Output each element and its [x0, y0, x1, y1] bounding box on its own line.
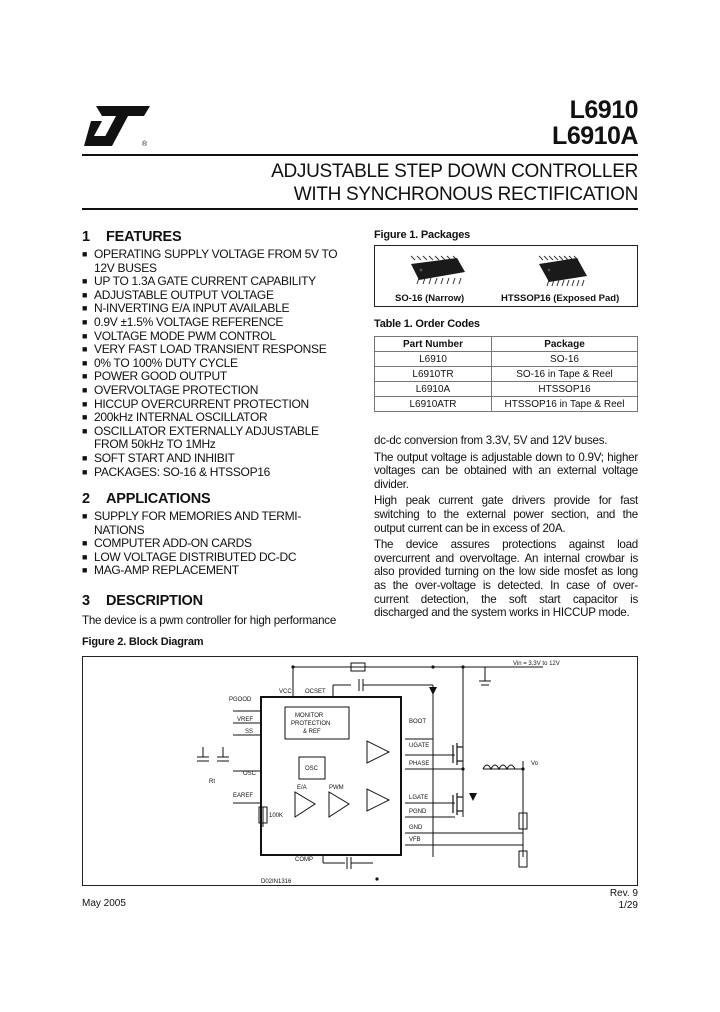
so16-label: SO-16 (Narrow): [395, 293, 465, 304]
low-side-mosfet: [453, 793, 463, 815]
application-item: ■ COMPUTER ADD-ON CARDS: [82, 537, 350, 551]
table-row: [375, 352, 638, 367]
pin-pgnd: PGND: [409, 809, 427, 815]
table-header-part: Part Number: [375, 337, 492, 352]
part-number-primary: L6910: [569, 96, 638, 124]
packages-figure: [374, 245, 638, 307]
features-list: [82, 248, 350, 479]
application-item: ■ SUPPLY FOR MEMORIES AND TERMI-NATIONS: [82, 510, 350, 537]
features-title: FEATURES: [106, 229, 182, 245]
table-cell: SO-16: [492, 352, 638, 367]
description-paragraph: dc-dc conversion from 3.3V, 5V and 12V buses.: [374, 434, 608, 447]
description-continued: [374, 434, 638, 623]
feature-item: ■ ADJUSTABLE OUTPUT VOLTAGE: [82, 289, 350, 303]
block-diagram: [82, 656, 638, 886]
feature-item: ■ VOLTAGE MODE PWM CONTROL: [82, 330, 350, 344]
application-item: ■ MAG-AMP REPLACEMENT: [82, 564, 350, 578]
feature-item: ■ N-INVERTING E/A INPUT AVAILABLE: [82, 302, 350, 316]
header-rule: [82, 154, 638, 156]
feature-item: ■ POWER GOOD OUTPUT: [82, 370, 350, 384]
pin-lgate: LGATE: [409, 795, 429, 801]
pin-earef: EAREF: [233, 793, 254, 799]
pwm-label: PWM: [329, 785, 344, 791]
feature-item: ■ OPERATING SUPPLY VOLTAGE FROM 5V TO 12V BUSES: [82, 248, 350, 275]
schottky-diode: [469, 793, 477, 801]
osc-block-label: OSC: [305, 766, 319, 772]
so16-package-icon: [405, 252, 469, 288]
pin-pgood: PGOOD: [229, 697, 252, 703]
pwm-comparator: [329, 792, 349, 817]
monitor-label-1: MONITOR: [295, 713, 324, 719]
applications-heading: [82, 491, 210, 507]
output-inductor: [483, 765, 515, 769]
pin-vref: VREF: [237, 717, 254, 723]
table-header-package: Package: [492, 337, 638, 352]
feature-item: ■ OVERVOLTAGE PROTECTION: [82, 384, 350, 398]
feature-item: ■ UP TO 1.3A GATE CURRENT CAPABILITY: [82, 275, 350, 289]
table-cell: L6910ATR: [375, 397, 492, 412]
feature-item: ■ SOFT START AND INHIBIT: [82, 452, 350, 466]
block-diagram-drawing: [83, 657, 637, 885]
table-cell: SO-16 in Tape & Reel: [492, 367, 638, 382]
table-cell: L6910A: [375, 382, 492, 397]
pin-comp: COMP: [295, 857, 313, 863]
svg-text:®: ®: [142, 141, 148, 148]
pin-phase: PHASE: [409, 761, 430, 767]
feature-item: ■ 0% TO 100% DUTY CYCLE: [82, 357, 350, 371]
applications-list: [82, 510, 350, 578]
figure2-caption: Figure 2. Block Diagram: [82, 636, 204, 648]
pin-ugate: UGATE: [409, 743, 430, 749]
feature-item: ■ 200kHz INTERNAL OSCILLATOR: [82, 411, 350, 425]
pin-boot: BOOT: [409, 719, 427, 725]
monitor-label-3: & REF: [303, 729, 321, 735]
internal-resistor-label: 100K: [269, 813, 284, 819]
low-side-driver: [367, 789, 389, 811]
description-heading: [82, 593, 203, 609]
vout-label: Vo: [531, 761, 539, 767]
applications-title: APPLICATIONS: [106, 491, 211, 507]
diagram-code: D02IN1316: [261, 879, 292, 885]
order-codes-table: [374, 336, 638, 412]
boot-diode: [429, 687, 437, 695]
pin-vcc: VCC: [279, 689, 292, 695]
st-logo: [82, 104, 152, 148]
pin-gnd: GND: [409, 825, 423, 831]
features-number: 1: [82, 229, 90, 245]
feature-item: ■ HICCUP OVERCURRENT PROTECTION: [82, 398, 350, 412]
description-paragraph: The device assures protections against load overcurrent and overvoltage. An internal crowbar is also provided turning on the low side mosfet as long as the over-voltage is detected. In case of over-current detection, the soft start capacitor is discharged and the system works in HICCUP mode.: [374, 538, 638, 620]
description-paragraph: High peak current gate drivers provide for fast switching to the external power section, and the output current can be in excess of 20A.: [374, 494, 638, 535]
title-line-1: ADJUSTABLE STEP DOWN CONTROLLER: [271, 161, 638, 182]
pin-vfb: VFB: [409, 837, 421, 843]
feature-item: ■ VERY FAST LOAD TRANSIENT RESPONSE: [82, 343, 350, 357]
table-row: [375, 367, 638, 382]
table-row: [375, 397, 638, 412]
table-cell: HTSSOP16: [492, 382, 638, 397]
footer-rev: Rev. 9: [609, 888, 638, 899]
table-cell: L6910: [375, 352, 492, 367]
ea-amplifier: [295, 792, 315, 817]
table-cell: L6910TR: [375, 367, 492, 382]
features-heading: [82, 229, 181, 245]
title-line-2: WITH SYNCHRONOUS RECTIFICATION: [293, 184, 638, 205]
description-paragraph: The output voltage is adjustable down to 0.9V; higher voltages can be obtained with an external voltage divider.: [374, 450, 638, 491]
ea-label: E/A: [297, 785, 307, 791]
high-side-mosfet: [453, 743, 463, 765]
htssop16-label: HTSSOP16 (Exposed Pad): [501, 293, 620, 304]
high-side-driver: [367, 741, 389, 763]
table-cell: HTSSOP16 in Tape & Reel: [492, 397, 638, 412]
monitor-label-2: PROTECTION: [291, 721, 331, 727]
description-title: DESCRIPTION: [106, 593, 203, 609]
table-row: [375, 382, 638, 397]
description-number: 3: [82, 593, 90, 609]
application-item: ■ LOW VOLTAGE DISTRIBUTED DC-DC: [82, 551, 350, 565]
ic-outline: [261, 697, 401, 855]
document-title: [271, 160, 638, 206]
footer-page: 1/29: [618, 900, 638, 911]
feature-item: ■ 0.9V ±1.5% VOLTAGE REFERENCE: [82, 316, 350, 330]
htssop16-package-icon: [535, 250, 589, 290]
applications-number: 2: [82, 491, 90, 507]
pin-ss: SS: [245, 729, 254, 735]
footer-date: May 2005: [82, 898, 126, 909]
part-number-secondary: L6910A: [552, 122, 638, 150]
rt-label: Rt: [209, 779, 215, 785]
feature-item: ■ PACKAGES: SO-16 & HTSSOP16: [82, 466, 350, 480]
title-rule: [82, 208, 638, 210]
description-intro: The device is a pwm controller for high performance: [82, 614, 337, 627]
table1-caption: Table 1. Order Codes: [374, 318, 480, 330]
pin-ocset: OCSET: [305, 689, 326, 695]
figure1-caption: Figure 1. Packages: [374, 229, 471, 241]
table-header-row: [375, 337, 638, 352]
vin-label: Vin = 3.3V to 12V: [513, 661, 560, 667]
pin-osc: OSC: [243, 771, 257, 777]
feature-item: ■ OSCILLATOR EXTERNALLY ADJUSTABLE FROM 50kHz TO 1MHz: [82, 425, 350, 452]
